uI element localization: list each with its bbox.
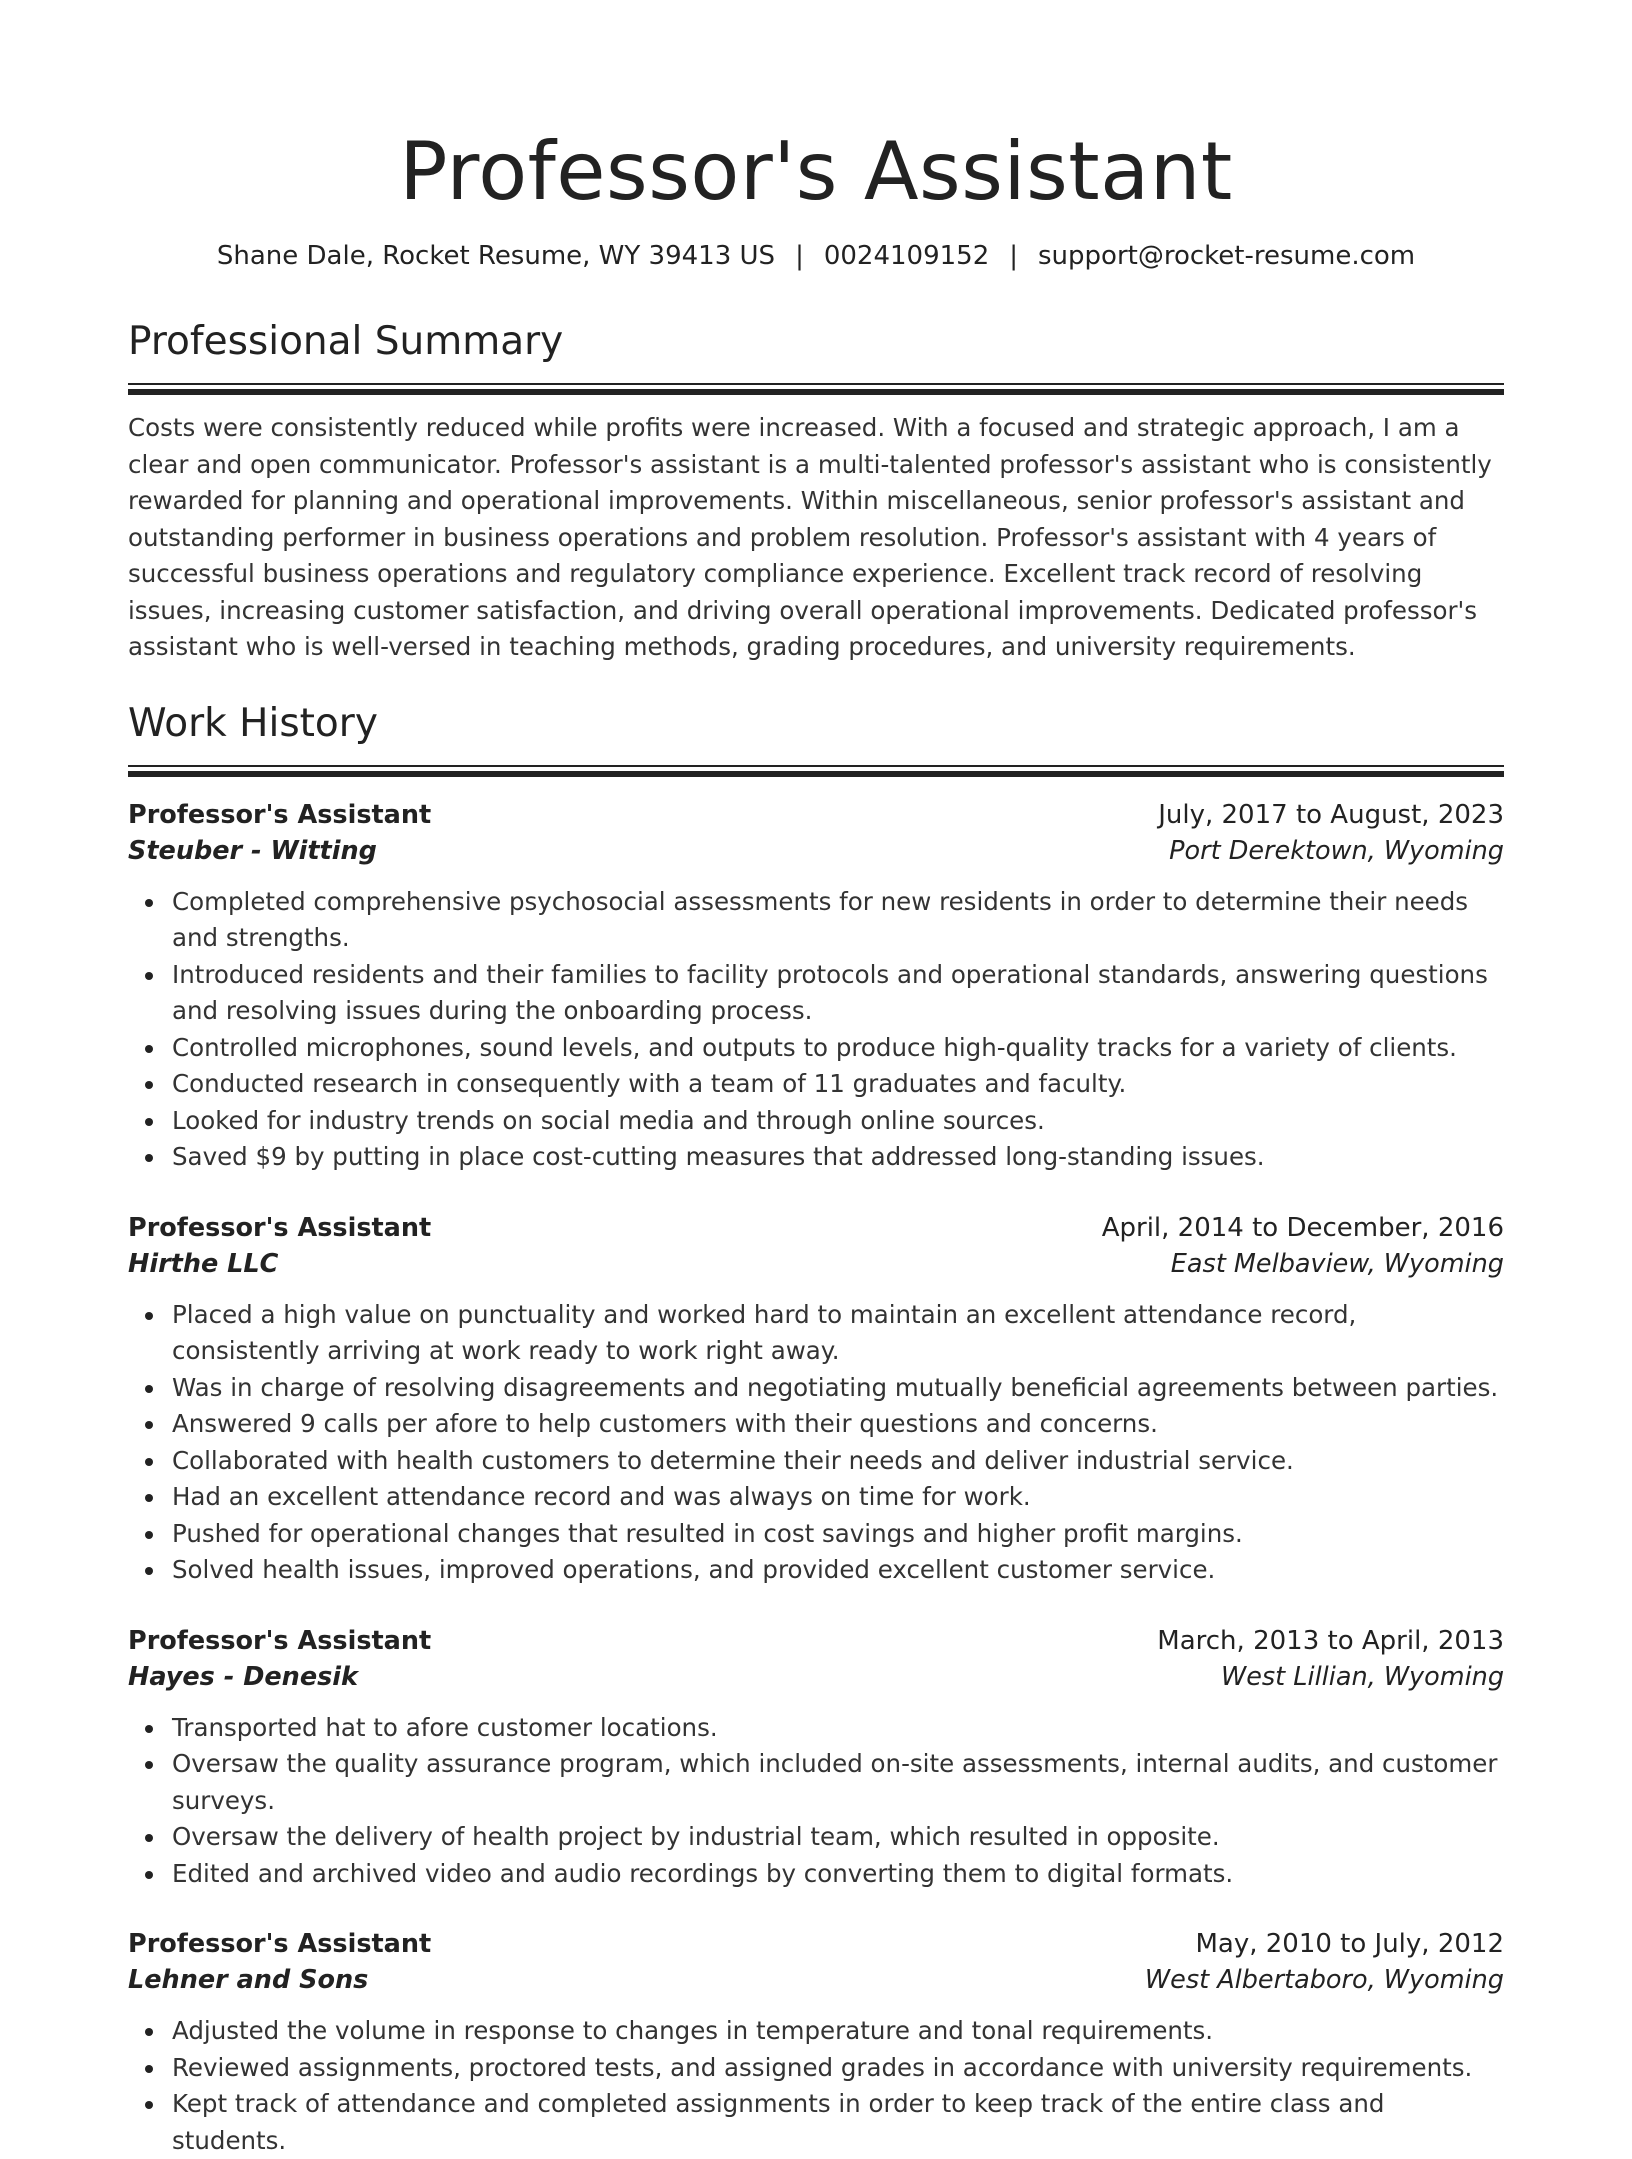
job-title-row [128, 1623, 1504, 1659]
bullet-item: Oversaw the delivery of health project by industrial team, which resulted in opposite. [172, 1819, 1504, 1856]
section-title-work-history: Work History [128, 698, 1504, 750]
job-bullets [128, 2013, 1504, 2159]
bullet-item: Conducted research in consequently with a team of 11 graduates and faculty. [172, 1066, 1504, 1103]
bullet-item: Transported hat to afore customer locations. [172, 1710, 1504, 1747]
bullet-item: Controlled microphones, sound levels, and outputs to produce high-quality tracks for a variety of clients. [172, 1030, 1504, 1067]
job-bullets [128, 1710, 1504, 1893]
section-title-summary: Professional Summary [128, 316, 1504, 368]
bullet-item: Had an excellent attendance record and was always on time for work. [172, 1479, 1504, 1516]
bullet-item: Pushed for operational changes that resulted in cost savings and higher profit margins. [172, 1516, 1504, 1553]
job-title-row [128, 797, 1504, 833]
bullet-item: Adjusted the volume in response to changes in temperature and tonal requirements. [172, 2013, 1504, 2050]
job-entry [128, 1210, 1504, 1589]
contact-separator: | [775, 238, 824, 274]
job-location: East Melbaview, Wyoming [1171, 1246, 1504, 1282]
job-title: Professor's Assistant [128, 1623, 431, 1659]
job-bullets [128, 884, 1504, 1176]
job-company-row [128, 833, 1504, 869]
bullet-item: Oversaw the quality assurance program, which included on-site assessments, internal audits, and customer surveys. [172, 1746, 1504, 1819]
job-dates: May, 2010 to July, 2012 [1195, 1926, 1504, 1962]
job-company-row [128, 1962, 1504, 1998]
job-dates: March, 2013 to April, 2013 [1157, 1623, 1504, 1659]
resume-name: Professor's Assistant [128, 118, 1504, 226]
job-title-row [128, 1210, 1504, 1246]
job-title: Professor's Assistant [128, 1210, 431, 1246]
job-location: West Albertaboro, Wyoming [1145, 1962, 1504, 1998]
job-location: Port Derektown, Wyoming [1169, 833, 1504, 869]
job-entry [128, 797, 1504, 1176]
bullet-item: Reviewed assignments, proctored tests, and assigned grades in accordance with university requirements. [172, 2050, 1504, 2087]
bullet-item: Looked for industry trends on social media and through online sources. [172, 1103, 1504, 1140]
section-divider [128, 383, 1504, 396]
job-company: Hayes - Denesik [128, 1659, 358, 1695]
bullet-item: Placed a high value on punctuality and worked hard to maintain an excellent attendance record, consistently arriving at work ready to work right away. [172, 1297, 1504, 1370]
job-company: Steuber - Witting [128, 833, 377, 869]
job-dates: April, 2014 to December, 2016 [1102, 1210, 1504, 1246]
contact-line [128, 238, 1504, 274]
section-divider [128, 765, 1504, 778]
contact-phone: 0024109152 [824, 241, 989, 271]
job-company: Hirthe LLC [128, 1246, 278, 1282]
job-title-row [128, 1926, 1504, 1962]
bullet-item: Was in charge of resolving disagreements and negotiating mutually beneficial agreements between parties. [172, 1370, 1504, 1407]
job-company-row [128, 1246, 1504, 1282]
bullet-item: Completed comprehensive psychosocial assessments for new residents in order to determine their needs and strengths. [172, 884, 1504, 957]
job-title: Professor's Assistant [128, 797, 431, 833]
bullet-item: Saved $9 by putting in place cost-cutting measures that addressed long-standing issues. [172, 1139, 1504, 1176]
job-entry [128, 1926, 1504, 2159]
job-title: Professor's Assistant [128, 1926, 431, 1962]
bullet-item: Kept track of attendance and completed assignments in order to keep track of the entire class and students. [172, 2086, 1504, 2159]
bullet-item: Introduced residents and their families to facility protocols and operational standards, answering questions and resolving issues during the onboarding process. [172, 957, 1504, 1030]
bullet-item: Edited and archived video and audio recordings by converting them to digital formats. [172, 1856, 1504, 1893]
contact-address: Shane Dale, Rocket Resume, WY 39413 US [217, 241, 775, 271]
job-dates: July, 2017 to August, 2023 [1158, 797, 1504, 833]
job-company: Lehner and Sons [128, 1962, 368, 1998]
job-company-row [128, 1659, 1504, 1695]
summary-text: Costs were consistently reduced while profits were increased. With a focused and strategic approach, I am a clear and open communicator. Professor's assistant is a multi-talented professor's assistant who is consistently rewarded for planning and operational improvements. Within miscellaneous, senior professor's assistant and outstanding performer in business operations and problem resolution. Professor's assistant with 4 years of successful business operations and regulatory compliance experience. Excellent track record of resolving issues, increasing customer satisfaction, and driving overall operational improvements. Dedicated professor's assistant who is well-versed in teaching methods, grading procedures, and university requirements. [128, 410, 1504, 666]
job-entry [128, 1623, 1504, 1893]
job-bullets [128, 1297, 1504, 1589]
bullet-item: Collaborated with health customers to determine their needs and deliver industrial service. [172, 1443, 1504, 1480]
contact-separator: | [989, 238, 1038, 274]
jobs-list [128, 797, 1504, 2159]
job-location: West Lillian, Wyoming [1221, 1659, 1504, 1695]
resume-page [128, 0, 1504, 2159]
bullet-item: Answered 9 calls per afore to help customers with their questions and concerns. [172, 1406, 1504, 1443]
bullet-item: Solved health issues, improved operations, and provided excellent customer service. [172, 1552, 1504, 1589]
contact-email: support@rocket-resume.com [1038, 241, 1415, 271]
